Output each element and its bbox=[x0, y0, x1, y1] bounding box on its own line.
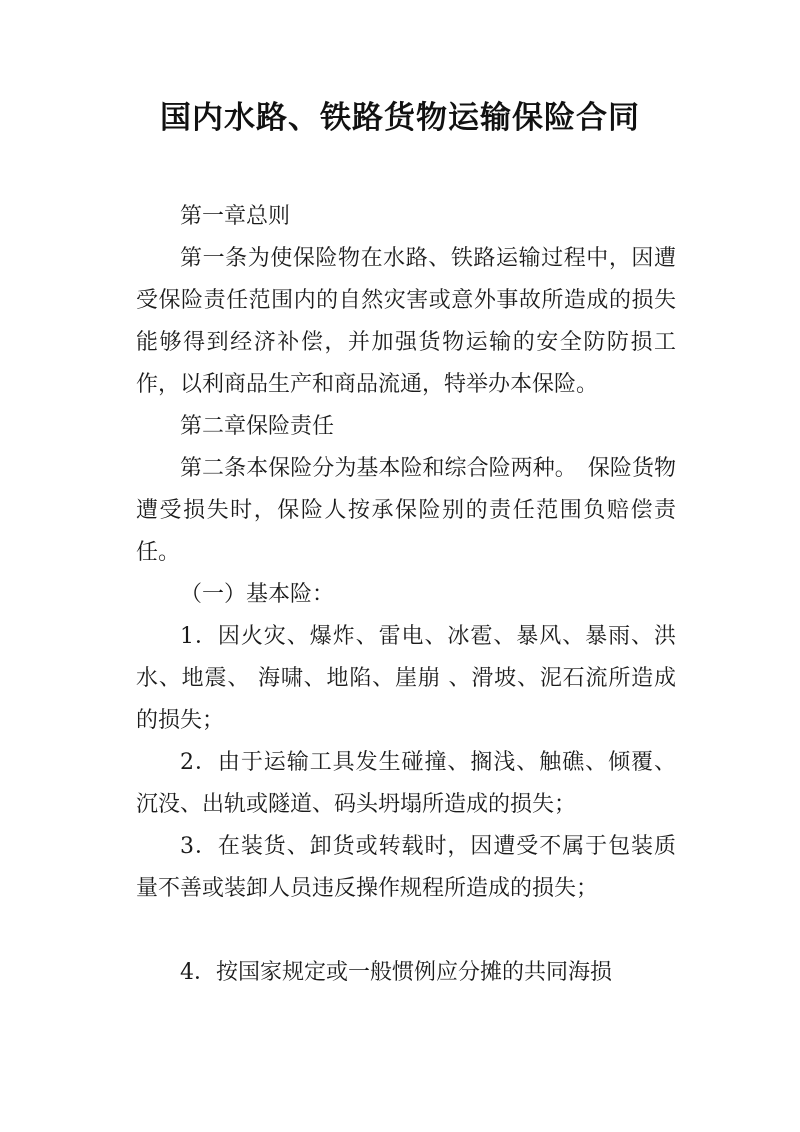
chapter-heading-general: 第一章总则 bbox=[180, 204, 291, 229]
list-item: 1．因火灾、爆炸、雷电、冰雹、暴风、暴雨、洪水、地震、 海啸、地陷、崖崩 、滑坡、泥石流所造成的损失； bbox=[136, 624, 676, 733]
article-paragraph: 第一条为使保险物在水路、铁路运输过程中，因遭受保险责任范围内的自然灾害或意外事故所造成的损失能够得到经济补偿，并加强货物运输的安全防防损工作，以利商品生产和商品流通，特举办本保险。 bbox=[136, 246, 676, 397]
list-item: 4．按国家规定或一般惯例应分摊的共同海损 bbox=[180, 960, 612, 985]
list-item: 3．在装货、卸货或转载时，因遭受不属于包装质量不善或装卸人员违反操作规程所造成的损失； bbox=[136, 834, 676, 901]
article-paragraph: 第二条本保险分为基本险和综合险两种。 保险货物遭受损失时，保险人按承保险别的责任范围负赔偿责任。 bbox=[136, 456, 676, 565]
list-item: 2．由于运输工具发生碰撞、搁浅、触礁、倾覆、沉没、出轨或隧道、码头坍塌所造成的损失； bbox=[136, 750, 676, 817]
document-title: 国内水路、铁路货物运输保险合同 bbox=[160, 100, 640, 136]
paragraph-gap bbox=[136, 910, 676, 952]
section-heading-basic: （一）基本险： bbox=[180, 582, 335, 607]
chapter-heading-liability: 第二章保险责任 bbox=[180, 414, 335, 439]
document-body bbox=[136, 196, 676, 994]
